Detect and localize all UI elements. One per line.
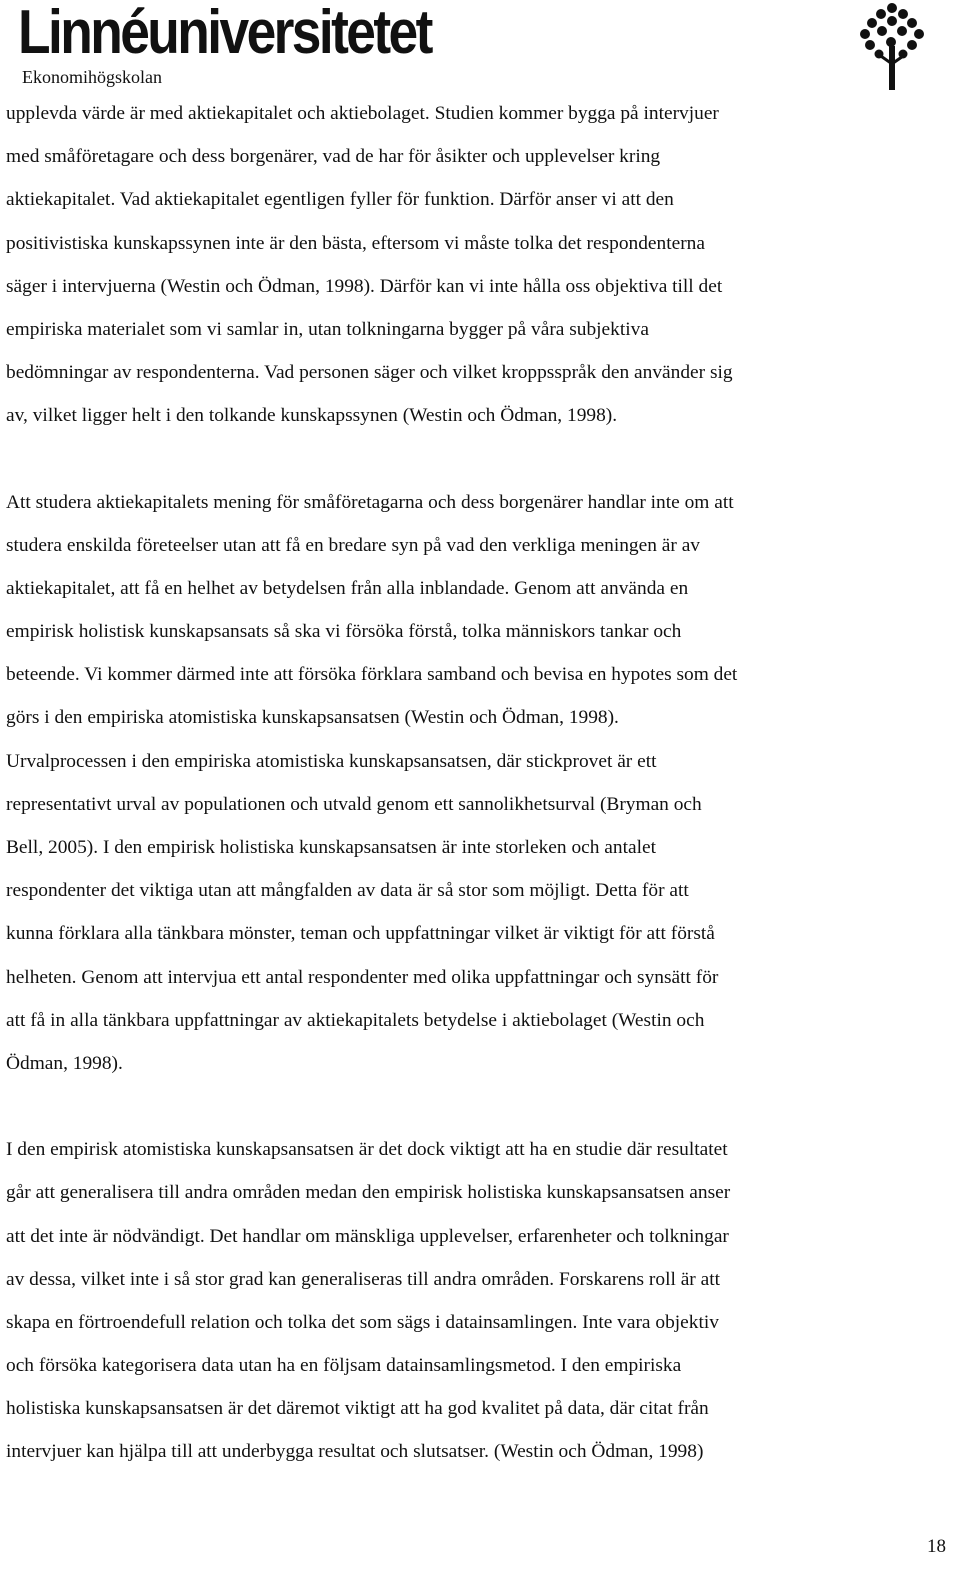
text-line: att det inte är nödvändigt. Det handlar om mänskliga upplevelser, erfarenheter och tolkningar [6,1225,729,1247]
paragraph-spacer [6,1085,956,1128]
text-line: upplevda värde är med aktiekapitalet och aktiebolaget. Studien kommer bygga på intervjuer [6,103,719,124]
text-line: att få in alla tänkbara uppfattningar av aktiekapitalets betydelse i aktiebolaget (Westin och [6,1009,705,1031]
text-line: empirisk holistisk kunskapsansats så ska vi försöka förstå, tolka människors tankar och [6,621,682,643]
document-header [0,0,960,92]
university-logo-text: Linnéuniversitetet [18,0,431,67]
text-line: med småföretagare och dess borgenärer, vad de har för åsikter och upplevelser kring [6,146,661,168]
text-line: skapa en förtroendefull relation och tolka det som sägs i datainsamlingen. Inte vara objektiv [6,1311,719,1333]
text-line: intervjuer kan hjälpa till att underbygga resultat och slutsatser. (Westin och Ödman, 1998) [6,1441,704,1463]
text-line: I den empirisk atomistiska kunskapsansatsen är det dock viktigt att ha en studie där resultatet [6,1139,728,1161]
text-line: positivistiska kunskapssynen inte är den bästa, eftersom vi måste tolka det respondenterna [6,232,705,254]
text-line: görs i den empiriska atomistiska kunskapsansatsen (Westin och Ödman, 1998). [6,707,619,729]
text-line: beteende. Vi kommer därmed inte att försöka förklara samband och bevisa en hypotes som det [6,664,738,686]
text-line: helheten. Genom att intervjua ett antal respondenter med olika uppfattningar och synsätt för [6,966,719,988]
text-line: aktiekapitalet, att få en helhet av betydelsen från alla inblandade. Genom att använda en [6,577,689,599]
text-line: holistiska kunskapsansatsen är det däremot viktigt att ha god kvalitet på data, där citat från [6,1398,709,1420]
document-body [6,92,956,1474]
school-name: Ekonomihögskolan [22,67,162,87]
paragraph-2 [6,481,956,1086]
text-line: kunna förklara alla tänkbara mönster, teman och uppfattningar vilket är viktigt för att förstå [6,923,715,945]
paragraph-1 [6,92,956,438]
paragraph-3 [6,1128,956,1474]
text-line: representativt urval av populationen och utvald genom ett sannolikhetsurval (Bryman och [6,793,702,815]
text-line: studera enskilda företeelser utan att få en bredare syn på vad den verkliga meningen är av [6,534,700,556]
text-line: empiriska materialet som vi samlar in, utan tolkningarna bygger på våra subjektiva [6,318,649,340]
text-line: bedömningar av respondenterna. Vad personen säger och vilket kroppsspråk den använder sig [6,362,733,384]
text-line: Bell, 2005). I den empirisk holistiska kunskapsansatsen är inte storleken och antalet [6,837,656,858]
text-line: och försöka kategorisera data utan ha en följsam datainsamlingsmetod. I den empiriska [6,1355,682,1377]
text-line: säger i intervjuerna (Westin och Ödman, 1998). Därför kan vi inte hålla oss objektiva till det [6,275,723,297]
text-line: Att studera aktiekapitalets mening för småföretagarna och dess borgenärer handlar inte om att [6,491,734,513]
text-line: Ödman, 1998). [6,1052,123,1074]
text-line: respondenter det viktiga utan att mångfalden av data är så stor som möjligt. Detta för att [6,880,689,902]
text-line: aktiekapitalet. Vad aktiekapitalet egentligen fyller för funktion. Därför anser vi att den [6,189,674,211]
paragraph-spacer [6,438,956,481]
text-line: går att generalisera till andra områden medan den empirisk holistiska kunskapsansatsen anser [6,1182,731,1204]
text-line: av dessa, vilket inte i så stor grad kan generaliseras till andra områden. Forskarens roll är att [6,1268,720,1290]
text-line: Urvalprocessen i den empiriska atomistiska kunskapsansatsen, där stickprovet är ett [6,750,657,772]
tree-icon [856,2,928,90]
page-number: 18 [927,1536,946,1557]
text-line: av, vilket ligger helt i den tolkande kunskapssynen (Westin och Ödman, 1998). [6,405,618,427]
